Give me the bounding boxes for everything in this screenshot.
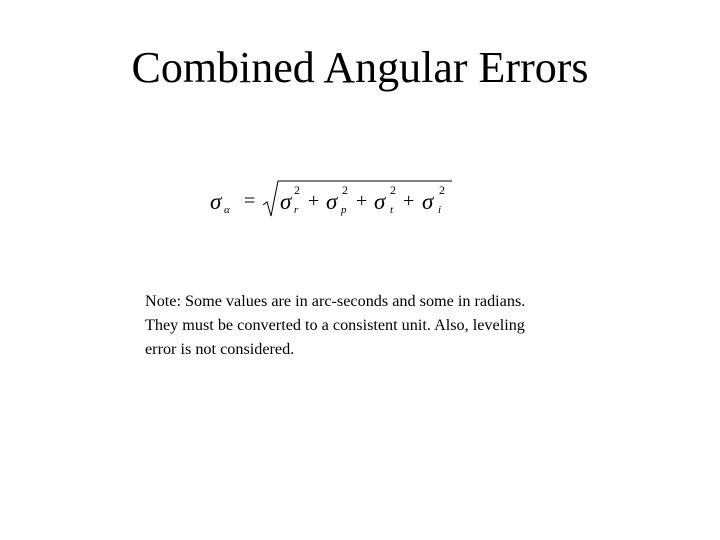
term-r-sigma: σ	[280, 189, 292, 214]
slide-title: Combined Angular Errors	[131, 43, 589, 92]
term-t-subscript: t	[390, 204, 394, 216]
term-p-superscript: 2	[342, 183, 348, 197]
plus-sign-3: +	[403, 190, 415, 212]
term-i-superscript: 2	[439, 183, 445, 197]
note-line-2: They must be converted to a consistent unit. Also, leveling	[145, 316, 525, 334]
note-line-1: Note: Some values are in arc-seconds and some in radians.	[145, 292, 526, 310]
equals-sign: =	[244, 190, 256, 212]
lhs-subscript-alpha: α	[224, 204, 230, 216]
plus-sign-2: +	[356, 190, 368, 212]
formula-graphic	[208, 178, 468, 224]
term-r-superscript: 2	[294, 183, 300, 197]
term-p-sigma: σ	[326, 189, 338, 214]
plus-sign-1: +	[308, 190, 320, 212]
lhs-sigma: σ	[210, 189, 222, 214]
term-t-sigma: σ	[374, 189, 386, 214]
term-i-subscript: i	[438, 204, 442, 216]
note-line-3: error is not considered.	[145, 340, 295, 358]
term-t-superscript: 2	[390, 183, 396, 197]
note-text	[145, 289, 585, 361]
term-r-subscript: r	[294, 204, 299, 216]
combined-error-formula	[208, 178, 468, 224]
term-i-sigma: σ	[422, 189, 434, 214]
term-p-subscript: p	[341, 204, 347, 216]
